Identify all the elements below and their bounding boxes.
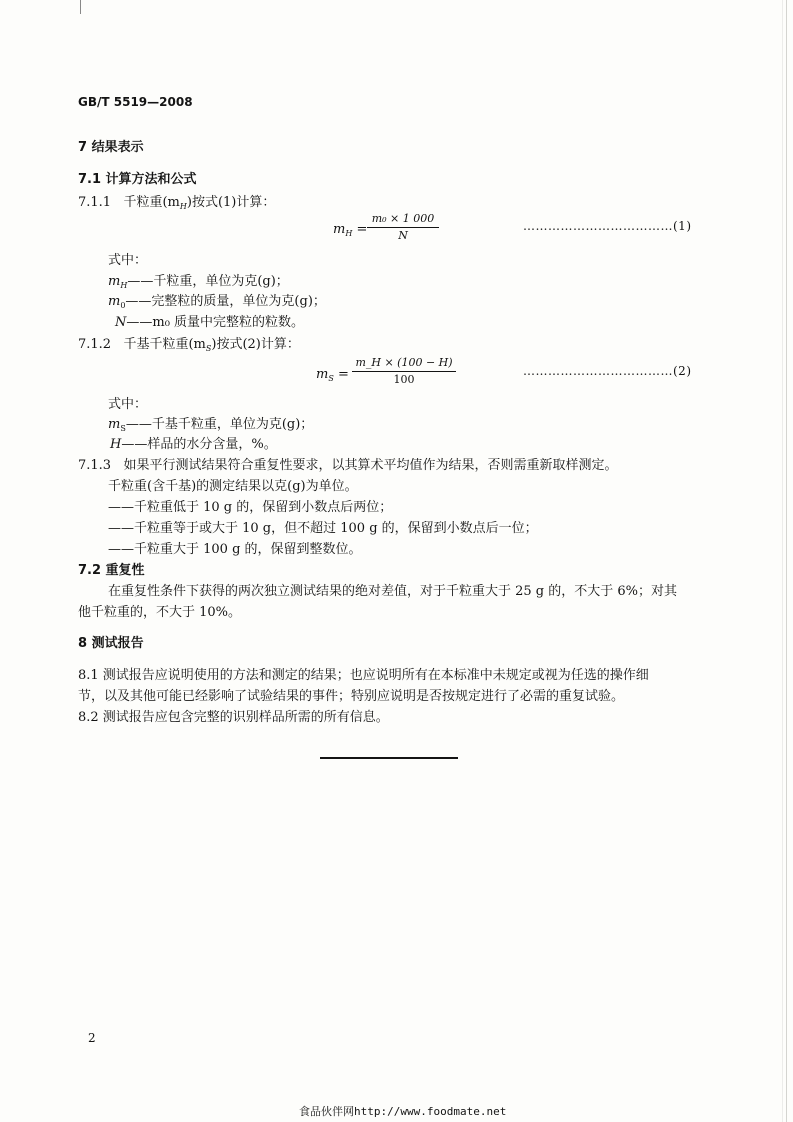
where-label-1: 式中：: [108, 253, 148, 268]
equation-2-lhs-sub: S: [328, 374, 334, 383]
standard-code: GB/T 5519—2008: [78, 95, 193, 109]
section-7-1-3: [78, 458, 618, 474]
equation-1-fraction: [367, 212, 439, 243]
section-7-1-1-label: 7.1.1: [78, 195, 112, 210]
definition-n: N——m₀ 质量中完整粒的粒数。: [115, 315, 305, 330]
equation-1-fraction-bar: [367, 227, 439, 228]
page-number: 2: [88, 1031, 96, 1045]
equation-1-lhs-sub: H: [345, 229, 353, 238]
equation-2-fraction: [352, 356, 456, 387]
section-7-2-heading: 7.2 重复性: [78, 563, 145, 578]
section-7-1-2-tail: )按式(2)计算：: [211, 337, 300, 352]
equation-2-fraction-bar: [352, 371, 456, 372]
section-7-1-2: [78, 337, 300, 353]
equation-2-number: ………………………………(2): [523, 364, 692, 378]
definition-mh: $m_H——$千粒重，单位为克(g)；: [108, 274, 289, 290]
section-7-1-2-label: 7.1.2: [78, 337, 112, 352]
equation-1-lhs-symbol: m: [333, 222, 346, 237]
section-8-1-line-2: 节，以及其他可能已经影响了试验结果的事件；特别应说明是否按规定进行了必需的重复试验。: [78, 689, 625, 704]
equation-2-numerator: m_H × (100 − H): [355, 356, 453, 369]
end-of-document-rule: [320, 757, 458, 759]
section-7-1-1-sub: H: [179, 202, 187, 211]
equation-1-denominator: N: [398, 229, 408, 242]
scan-edge-line: [786, 0, 787, 1122]
section-7-1-heading: 7.1 计算方法和公式: [78, 172, 197, 187]
repeatability-line-2: 他千粒重的，不大于 10%。: [78, 605, 242, 620]
equation-1-numerator: m₀ × 1 000: [371, 212, 435, 225]
section-7-1-1-text: 千粒重(m: [123, 195, 180, 210]
scan-top-mark: [80, 0, 81, 14]
section-7-1-3-text: 如果平行测试结果符合重复性要求，以其算术平均值作为结果，否则需重新取样测定。: [123, 458, 618, 473]
equation-2-denominator: 100: [393, 373, 415, 386]
equation-2-lhs-symbol: m: [316, 367, 329, 382]
section-7-1-2-text: 千基千粒重(m: [123, 337, 206, 352]
result-unit-note: 千粒重(含千基)的测定结果以克(g)为单位。: [108, 479, 358, 494]
rounding-rule-2: ——千粒重等于或大于 10 g，但不超过 100 g 的，保留到小数点后一位；: [108, 521, 538, 536]
scan-edge-line-2: [782, 0, 783, 1122]
rounding-rule-3: ——千粒重大于 100 g 的，保留到整数位。: [108, 542, 362, 557]
section-8-heading: 8 测试报告: [78, 636, 144, 651]
section-7-1-1-tail: )按式(1)计算：: [186, 195, 276, 210]
section-7-1-2-sub: S: [205, 344, 212, 353]
section-7-1-3-label: 7.1.3: [78, 458, 112, 473]
section-8-1-line-1: 8.1 测试报告应说明使用的方法和测定的结果；也应说明所有在本标准中未规定或视为任选的操作细: [78, 668, 649, 683]
section-7-1-1: [78, 195, 275, 211]
equation-1-lhs: $m_H$ =: [333, 222, 368, 238]
equation-2-lhs: $m_S$ =: [316, 367, 349, 383]
rounding-rule-1: ——千粒重低于 10 g 的，保留到小数点后两位；: [108, 500, 393, 515]
watermark-text: 食品伙伴网http://www.foodmate.net: [299, 1105, 507, 1118]
definition-h: H——样品的水分含量，%。: [110, 437, 277, 452]
definition-ms: $m_S——$千基千粒重，单位为克(g)；: [108, 417, 314, 433]
section-8-2: 8.2 测试报告应包含完整的识别样品所需的所有信息。: [78, 710, 389, 725]
section-7-heading: 7 结果表示: [78, 140, 144, 155]
equation-1-number: ………………………………(1): [523, 219, 692, 233]
definition-m0: $m_0——$完整粒的质量，单位为克(g)；: [108, 294, 326, 310]
where-label-2: 式中：: [108, 397, 148, 412]
repeatability-line-1: 在重复性条件下获得的两次独立测试结果的绝对差值，对于千粒重大于 25 g 的，不大于 6%；对其: [108, 584, 678, 599]
